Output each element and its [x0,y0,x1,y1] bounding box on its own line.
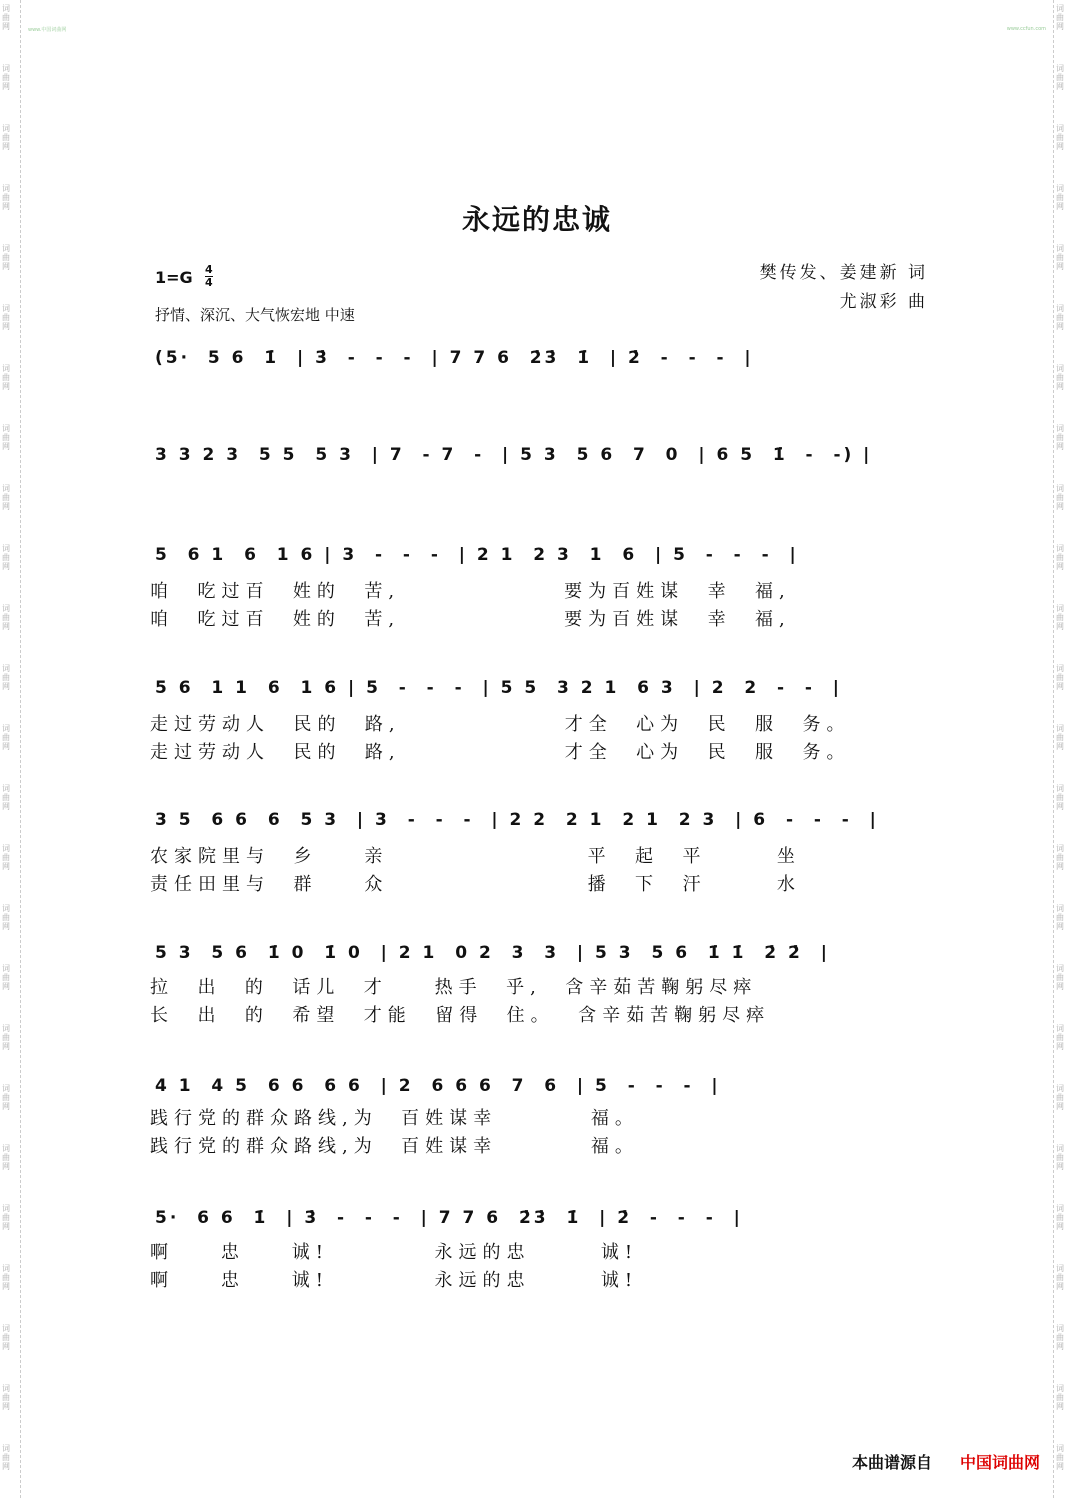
footer-source-label: 本曲谱源自 [851,1453,932,1472]
watermark-stamp: 词 曲 网 [2,1204,10,1231]
watermark-stamp: 词 曲 网 [1056,4,1064,31]
watermark-stamp: 词 曲 网 [2,1324,10,1351]
time-signature-top: 4 [205,263,213,276]
watermark-stamp: 词 曲 网 [2,484,10,511]
watermark-stamp: 词 曲 网 [2,844,10,871]
lyric-verse-2: 咱 吃过百 姓的 苦, 要为百姓谋 幸 福, [150,609,791,630]
lyric-verse-2: 责任田里与 群 众 播 下 汗 水 [150,874,801,895]
lyric-verse-2: 长 出 的 希望 才能 留得 住。 含辛茹苦鞠躬尽瘁 [150,1005,771,1026]
score-row-2 [0,445,1074,495]
watermark-stamp: 词 曲 网 [2,304,10,331]
watermark-stamp: 词 曲 网 [2,664,10,691]
tempo-marking: 抒情、深沉、大气恢宏地 中速 [155,306,355,324]
lyric-verse-1: 践行党的群众路线,为 百姓谋幸 福。 [150,1108,639,1129]
watermark-stamp: 词 曲 网 [1056,724,1064,751]
watermark-stamp: 词 曲 网 [2,4,10,31]
notation-line: 3 3 2 3 5 5 5 3 | 7 - 7 - | 5 3 5 6 7 0 | 6 5 1̇ - -) | [155,445,873,465]
time-signature [205,264,213,289]
score-row-8 [0,1208,1074,1298]
watermark-stamp: 词 曲 网 [1056,304,1064,331]
time-signature-bottom: 4 [205,276,213,289]
lyric-verse-2: 践行党的群众路线,为 百姓谋幸 福。 [150,1136,639,1157]
watermark-stamp: 词 曲 网 [2,364,10,391]
watermark-stamp: 词 曲 网 [1056,424,1064,451]
watermark-stamp: 词 曲 网 [2,1024,10,1051]
watermark-stamp: 词 曲 网 [1056,244,1064,271]
watermark-stamp: 词 曲 网 [1056,184,1064,211]
watermark-stamp: 词 曲 网 [1056,1024,1064,1051]
notation-line: 5 6 1 6 1 6 | 3 - - - | 2 1 2 3 1 6 | 5 - - - | [155,545,799,565]
notation-line: 5 3 5 6 1̇ 0 1̇ 0 | 2 1 0 2 3 3 | 5 3 5 6 1̇ 1̇ 2̇ 2̇ | [155,943,830,963]
watermark-stamp: 词 曲 网 [2,1084,10,1111]
watermark-stamp: 词 曲 网 [1056,544,1064,571]
watermark-stamp: 词 曲 网 [2,64,10,91]
watermark-stamp: 词 曲 网 [2,724,10,751]
top-left-tiny-text: www.中国词曲网 [28,27,67,33]
watermark-stamp: 词 曲 网 [2,1384,10,1411]
watermark-stamp: 词 曲 网 [2,244,10,271]
notation-line: 4 1 4 5 6 6 6 6 | 2 6 6 6 7 6 | 5 - - - | [155,1076,721,1096]
watermark-stamp: 词 曲 网 [1056,664,1064,691]
top-right-tiny-text: www.ccfun.com [1006,26,1046,32]
watermark-stamp: 词 曲 网 [1056,64,1064,91]
lyric-verse-1: 走过劳动人 民的 路, 才全 心为 民 服 务。 [150,714,851,735]
watermark-stamp: 词 曲 网 [1056,484,1064,511]
watermark-stamp: 词 曲 网 [1056,1444,1064,1471]
watermark-stamp: 词 曲 网 [1056,844,1064,871]
lyric-verse-1: 咱 吃过百 姓的 苦, 要为百姓谋 幸 福, [150,581,791,602]
score-row-1 [0,348,1074,398]
watermark-stamp: 词 曲 网 [1056,1144,1064,1171]
notation-line: (5· 5 6 1̇ | 3̇ - - - | 7 7 6 2̇3̇ 1̇ | 2̇ - - - | [155,348,754,368]
watermark-stamp: 词 曲 网 [1056,364,1064,391]
score-row-6 [0,943,1074,1033]
watermark-stamp: 词 曲 网 [2,184,10,211]
watermark-stamp: 词 曲 网 [2,964,10,991]
watermark-stamp: 词 曲 网 [1056,1084,1064,1111]
lyric-verse-2: 啊 忠 诚! 永远的忠 诚! [150,1270,639,1291]
watermark-stamp: 词 曲 网 [2,1144,10,1171]
score-row-5 [0,810,1074,900]
footer-site-name[interactable]: 中国词曲网 [959,1453,1040,1472]
watermark-stamp: 词 曲 网 [1056,604,1064,631]
watermark-stamp: 词 曲 网 [2,544,10,571]
key-signature: 1=G [155,268,193,287]
watermark-stamp: 词 曲 网 [1056,964,1064,991]
composer-credit: 尤淑彩 曲 [839,292,928,312]
watermark-stamp: 词 曲 网 [2,1444,10,1471]
watermark-stamp: 词 曲 网 [1056,1384,1064,1411]
watermark-stamp: 词 曲 网 [2,904,10,931]
watermark-stamp: 词 曲 网 [1056,1204,1064,1231]
watermark-stamp: 词 曲 网 [1056,1264,1064,1291]
score-row-3 [0,545,1074,635]
watermark-stamp: 词 曲 网 [2,124,10,151]
watermark-stamp: 词 曲 网 [2,424,10,451]
notation-line: 3 5 6 6 6 5 3 | 3 - - - | 2 2 2 1 2 1 2 3 | 6 - - - | [155,810,879,830]
watermark-stamp: 词 曲 网 [1056,904,1064,931]
watermark-stamp: 词 曲 网 [2,784,10,811]
watermark-stamp: 词 曲 网 [1056,124,1064,151]
watermark-stamp: 词 曲 网 [2,1264,10,1291]
lyric-verse-2: 走过劳动人 民的 路, 才全 心为 民 服 务。 [150,742,851,763]
lyric-verse-1: 农家院里与 乡 亲 平 起 平 坐 [150,846,801,867]
watermark-stamp: 词 曲 网 [1056,784,1064,811]
lyric-verse-1: 拉 出 的 话儿 才 热手 乎, 含辛茹苦鞠躬尽瘁 [150,977,758,998]
song-title: 永远的忠诚 [461,203,612,236]
notation-line: 5 6 1 1 6 1 6 | 5 - - - | 5 5 3 2 1 6 3 | 2 2 - - | [155,678,843,698]
watermark-stamp: 词 曲 网 [2,604,10,631]
score-row-7 [0,1076,1074,1166]
score-row-4 [0,678,1074,768]
lyricist-credit: 樊传发、姜建新 词 [759,263,928,283]
watermark-stamp: 词 曲 网 [1056,1324,1064,1351]
notation-line: 5· 6 6 1̇ | 3̇ - - - | 7 7 6 2̇3̇ 1̇ | 2̇ - - - | [155,1208,743,1228]
lyric-verse-1: 啊 忠 诚! 永远的忠 诚! [150,1242,639,1263]
